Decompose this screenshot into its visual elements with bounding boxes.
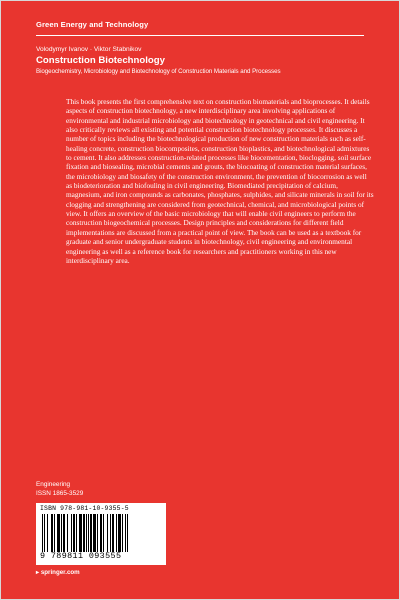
barcode-bar [118,514,121,552]
isbn-number: ISBN 978-981-10-9355-5 [40,505,129,512]
barcode-bar [93,514,96,552]
book-authors: Volodymyr Ivanov · Viktor Stabnikov [36,46,142,53]
barcode-bar [67,514,68,552]
barcode-bar [90,514,92,552]
barcode-bar [73,514,75,552]
book-subtitle: Biogeochemistry, Microbiology and Biotechnology of Construction Materials and Processes [36,68,281,75]
barcode-icon [40,514,162,552]
barcode-digits: 9 789811 093555 [40,551,122,561]
barcode-bar [79,514,82,552]
barcode-bar [100,514,102,552]
issn-number: ISSN 1865-3529 [36,490,84,497]
barcode-bar [44,514,45,552]
book-description: This book presents the first comprehensive text on construction biomaterials and bioprocesses. It details aspects of construction biotechnology, a new interdisciplinary area involving applications of environmental and industrial microbiology and biotechnology in geotechnical and civil engineering. It also critically reviews all existing and potential construction biotechnology processes. It discusses a number of topics including the biotechnological production of new construction materials such as self-healing concrete, construction biocomposites, construction bioplastics, and biotechnological admixtures to cement. It also addresses construction-related processes like biocementation, bioclogging, soil surface fixation and biosealing, microbial cements and grouts, the biocoating of construction material surfaces, the microbiology and biosafety of the construction environment, the prevention of biocorrosion as well as biodeterioration and biofouling in civil engineering. Biomediated precipitation of calcium, magnesium, and iron compounds as carbonates, phosphates, sulphides, and silicate minerals in soil for its clogging and strengthening are considered from geotechnical, chemical, and microbiological points of view. It offers an overview of the basic microbiology that will enable civil engineers to perform the construction biogeochemical processes. Design principles and considerations for different field implementations are discussed from a practical point of view. The book can be used as a textbook for graduate and senior undergraduate students in biotechnology, civil engineering and environmental engineering as well as a reference book for researchers and practitioners working in this new interdisciplinary area. [66,97,374,265]
isbn-barcode-panel [36,503,166,565]
barcode-bar [61,514,62,552]
subject-label: Engineering [36,481,71,488]
barcode-bar [110,514,111,552]
barcode-bar [127,514,128,552]
header-divider [36,35,364,36]
barcode-bar [76,514,77,552]
barcode-bar [86,514,87,552]
barcode-bar [42,514,43,552]
barcode-bar [57,514,60,552]
barcode-bar [122,514,123,552]
barcode-bar [97,514,98,552]
website-url: springer.com [40,569,80,576]
book-title: Construction Biotechnology [36,55,165,66]
barcode-bar [125,514,126,552]
barcode-bar [51,514,53,552]
barcode-bar [112,514,114,552]
barcode-bar [63,514,65,552]
series-name: Green Energy and Technology [36,20,149,29]
barcode-bar [71,514,72,552]
barcode-bar [88,514,89,552]
barcode-bar [116,514,117,552]
publisher-website[interactable] [36,569,80,576]
barcode-bar [107,514,108,552]
barcode-bar [54,514,55,552]
barcode-bar [103,514,104,552]
barcode-bar [47,514,48,552]
arrow-right-icon: ▸ [36,569,41,576]
barcode-bar [83,514,85,552]
